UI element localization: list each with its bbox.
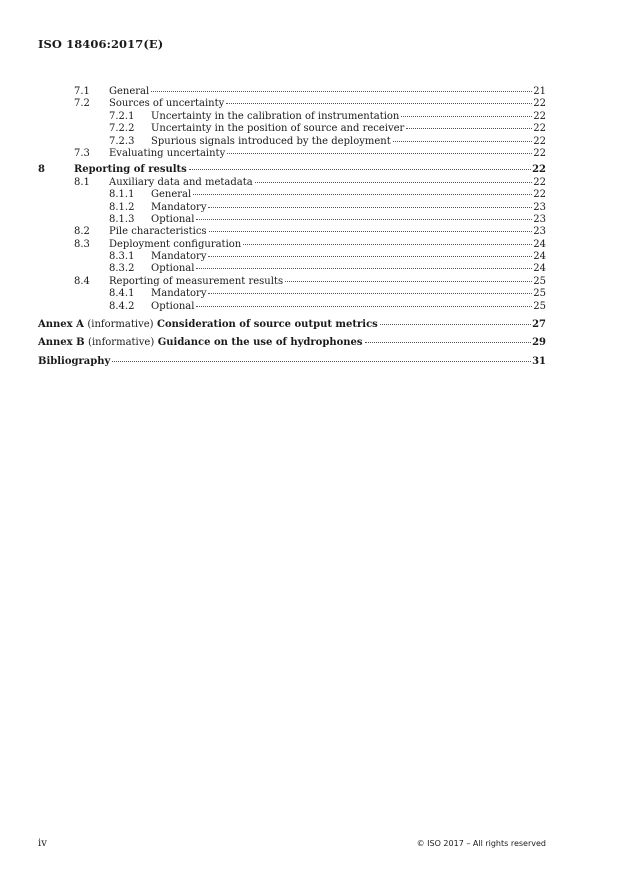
toc-number: 7.2 [74,98,90,110]
toc-page: 23 [533,201,546,213]
annex-note: (informative) [87,319,154,331]
toc-page: 24 [533,251,546,263]
toc-number: 7.2.2 [109,123,135,135]
toc-title: Optional [151,213,195,225]
toc-page: 22 [533,110,546,122]
toc-leader [285,281,532,282]
toc-entry-8-4-2[interactable] [38,301,546,313]
toc-title: Pile characteristics [109,226,207,238]
annex-note: (informative) [88,337,155,349]
toc-leader [189,169,531,170]
toc-page: 24 [533,238,546,250]
toc-entry-annex-a[interactable] [38,319,546,331]
toc-page: 21 [533,86,546,97]
toc-number: 8.2 [74,226,90,238]
toc-page: 22 [533,123,546,135]
toc-number: 8.4.1 [109,288,135,300]
toc-title: Mandatory [151,288,207,300]
annex-label: Annex B [38,337,85,349]
toc-number: 7.2.1 [109,110,135,122]
toc-number: 8.3.1 [109,251,135,263]
toc-number: 8.1.2 [109,201,135,213]
document-id: ISO 18406:2017(E) [38,37,164,51]
toc-entry-8-1[interactable] [38,177,546,189]
toc-entry-8-3-2[interactable] [38,263,546,275]
toc-number: 7.3 [74,147,90,159]
toc-title: Uncertainty in the position of source and receiver [151,123,405,135]
toc-title: Reporting of measurement results [109,275,284,287]
toc-entry-annex-b[interactable] [38,337,546,349]
page-number: iv [38,838,47,849]
toc-entry-8-3-1[interactable] [38,251,546,263]
toc-title: Mandatory [151,251,207,263]
toc-page: 31 [532,355,546,367]
toc-entry-8-4[interactable] [38,276,546,288]
toc-leader [208,256,532,257]
toc-title: Bibliography [38,355,111,367]
toc-entry-8[interactable] [38,164,546,176]
toc-number: 8.3 [74,238,90,250]
toc-title: Uncertainty in the calibration of instrumentation [151,110,400,122]
toc-leader [112,361,531,362]
toc-page: 22 [533,189,546,201]
toc-entry-7-2[interactable] [38,98,546,110]
toc-number: 8.1.1 [109,189,135,201]
toc-page: 24 [533,263,546,275]
table-of-contents [38,86,546,368]
annex-label: Annex A [38,319,84,331]
toc-entry-7-3[interactable] [38,148,546,160]
toc-page: 25 [533,275,546,287]
toc-leader [208,207,532,208]
toc-leader [151,91,532,92]
toc-leader [406,128,532,129]
toc-title: Evaluating uncertainty [109,147,226,159]
toc-leader [380,324,531,325]
toc-entry-8-1-2[interactable] [38,202,546,214]
toc-leader [226,103,532,104]
toc-entry-bibliography[interactable] [38,356,546,368]
toc-entry-8-1-3[interactable] [38,214,546,226]
toc-page: 25 [533,288,546,300]
toc-page: 29 [532,337,546,349]
toc-title: General [109,86,150,97]
toc-title: Optional [151,300,195,312]
toc-entry-8-4-1[interactable] [38,288,546,300]
toc-page: 22 [533,135,546,147]
copyright-notice: © ISO 2017 – All rights reserved [416,839,546,848]
toc-number: 8.4 [74,275,90,287]
toc-title: Deployment configuration [109,238,242,250]
toc-entry-7-2-3[interactable] [38,136,546,148]
toc-title: Auxiliary data and metadata [109,176,253,188]
toc-entry-7-1[interactable] [38,86,546,98]
toc-page: 23 [533,226,546,238]
toc-number: 8.3.2 [109,263,135,275]
toc-leader [208,293,532,294]
toc-entry-8-2[interactable] [38,226,546,238]
toc-entry-8-1-1[interactable] [38,189,546,201]
toc-page: 22 [533,147,546,159]
toc-title: General [151,189,192,201]
toc-number: 8.1 [74,176,90,188]
toc-number: 8 [38,164,45,176]
toc-entry-8-3[interactable] [38,239,546,251]
toc-leader [209,231,533,232]
annex-title: Consideration of source output metrics [157,319,378,331]
toc-leader [243,244,532,245]
toc-leader [193,194,532,195]
toc-leader [196,219,532,220]
toc-entry-7-2-2[interactable] [38,123,546,135]
toc-number: 7.1 [74,86,90,97]
toc-page: 22 [533,98,546,110]
toc-entry-7-2-1[interactable] [38,111,546,123]
toc-page: 25 [533,300,546,312]
toc-number: 7.2.3 [109,135,135,147]
toc-leader [365,342,532,343]
toc-leader [196,268,532,269]
toc-leader [255,182,533,183]
toc-number: 8.4.2 [109,300,135,312]
toc-title: Mandatory [151,201,207,213]
toc-page: 23 [533,213,546,225]
toc-page: 22 [533,176,546,188]
toc-number: 8.1.3 [109,213,135,225]
toc-page: 22 [532,164,546,176]
annex-title: Guidance on the use of hydrophones [157,337,363,349]
toc-leader [401,116,532,117]
toc-title: Reporting of results [74,164,187,176]
toc-page: 27 [532,319,546,331]
toc-leader [227,153,532,154]
toc-leader [393,141,533,142]
toc-title: Sources of uncertainty [109,98,225,110]
toc-title: Spurious signals introduced by the deployment [151,135,391,147]
toc-title: Optional [151,263,195,275]
toc-leader [196,306,532,307]
